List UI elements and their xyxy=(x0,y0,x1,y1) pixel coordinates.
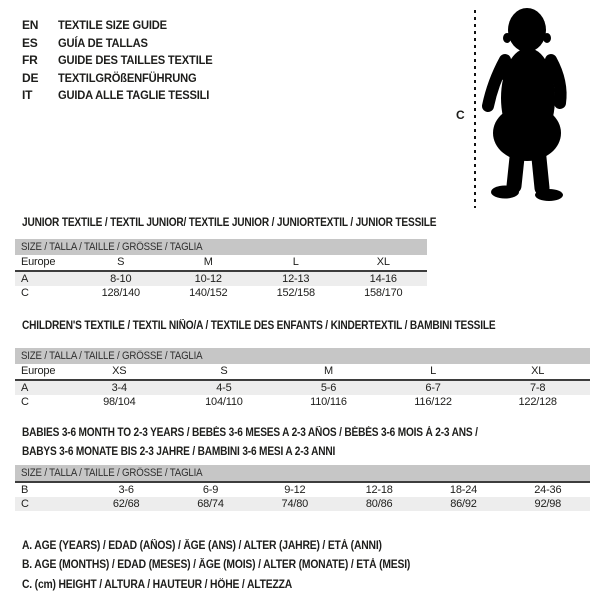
table-row-height xyxy=(15,395,590,409)
value-cell: 6-7 xyxy=(425,382,441,394)
value-cell: 9-12 xyxy=(284,484,306,496)
junior-table-title: JUNIOR TEXTILE / TEXTIL JUNIOR/ TEXTILE JUNIOR / JUNIORTEXTIL / JUNIOR TESSILE xyxy=(22,217,437,229)
lang-title: TEXTILGRÖßENFÜHRUNG xyxy=(58,70,197,85)
size-cell: M xyxy=(203,256,213,268)
height-measure-dotted-line xyxy=(474,10,476,208)
value-cell: 98/104 xyxy=(103,396,136,408)
note-age-years: A. AGE (YEARS) / EDAD (AÑOS) / ÂGE (ANS) / ALTER (JAHRE) / ETÀ (ANNI) xyxy=(22,540,382,552)
size-cell: XS xyxy=(112,365,127,377)
value-cell: 80/86 xyxy=(365,498,393,510)
lang-code: EN xyxy=(22,18,39,32)
babies-table-title xyxy=(22,424,522,462)
size-header-bar xyxy=(15,239,427,255)
children-table-title: CHILDREN'S TEXTILE / TEXTIL NIÑO/A / TEXTILE DES ENFANTS / KINDERTEXTIL / BAMBINI TESSILE xyxy=(22,320,496,332)
lang-code: FR xyxy=(22,53,38,67)
value-cell: 3-4 xyxy=(111,382,127,394)
note-age-months: B. AGE (MONTHS) / EDAD (MESES) / ÂGE (MOIS) / ALTER (MONATE) / ETÀ (MESI) xyxy=(22,559,411,572)
table-row-height xyxy=(15,286,427,300)
value-cell: 62/68 xyxy=(112,498,140,510)
size-cell: M xyxy=(324,365,333,377)
table-row-age xyxy=(15,272,427,286)
value-cell: 18-24 xyxy=(449,484,478,496)
value-cell: 140/152 xyxy=(189,287,228,299)
note-height-cm: C. (cm) HEIGHT / ALTURA / HAUTEUR / HÖHE / ALTEZZA xyxy=(22,578,293,591)
size-header-bar xyxy=(15,465,590,483)
baby-silhouette-icon xyxy=(478,0,600,215)
value-cell: 10-12 xyxy=(194,273,222,285)
size-cell: L xyxy=(430,365,437,377)
lang-code: ES xyxy=(22,35,38,50)
value-cell: 86/92 xyxy=(450,498,477,510)
value-cell: 74/80 xyxy=(281,498,309,510)
lang-title: TEXTILE SIZE GUIDE xyxy=(58,18,167,32)
babies-table-title-line2: BABYS 3-6 MONATE BIS 2-3 JAHRE / BAMBINI 3-6 MESI A 2-3 ANNI xyxy=(22,446,336,458)
row-label: C xyxy=(21,396,29,408)
size-cell: XL xyxy=(376,256,390,268)
language-title-list xyxy=(22,17,224,105)
lang-row-en xyxy=(22,17,224,35)
row-label: C xyxy=(21,287,29,299)
size-cell: L xyxy=(292,256,299,268)
value-cell: 12-13 xyxy=(282,273,310,285)
row-label: C xyxy=(21,498,29,510)
row-label: A xyxy=(21,273,29,285)
value-cell: 14-16 xyxy=(369,273,397,285)
value-cell: 158/170 xyxy=(364,287,403,299)
value-cell: 5-6 xyxy=(320,382,337,394)
size-cell: S xyxy=(117,256,125,268)
lang-row-fr xyxy=(22,52,224,70)
lang-title: GUÍA DE TALLAS xyxy=(58,35,148,50)
lang-code: IT xyxy=(22,88,33,102)
value-cell: 68/74 xyxy=(197,498,224,510)
figure-height-label: C xyxy=(456,108,465,122)
value-cell: 8-10 xyxy=(110,273,132,285)
value-cell: 6-9 xyxy=(202,484,219,496)
lang-row-es xyxy=(22,35,224,53)
lang-row-it xyxy=(22,87,224,105)
value-cell: 116/122 xyxy=(414,396,452,408)
region-label: Europe xyxy=(21,256,56,268)
size-header-label: SIZE / TALLA / TAILLE / GRÖSSE / TAGLIA xyxy=(21,241,203,253)
lang-title: GUIDE DES TAILLES TEXTILE xyxy=(58,53,213,67)
table-row-sizes xyxy=(15,364,590,381)
row-label: B xyxy=(21,484,29,496)
babies-table-title-line1: BABIES 3-6 MONTH TO 2-3 YEARS / BEBÉS 3-6 MESES A 2-3 AÑOS / BÉBÉS 3-6 MOIS À 2-3 ANS / xyxy=(22,427,478,439)
row-label: A xyxy=(21,382,29,394)
value-cell: 110/116 xyxy=(310,396,347,408)
value-cell: 24-36 xyxy=(534,484,562,496)
value-cell: 12-18 xyxy=(365,484,393,496)
table-row-height xyxy=(15,497,590,511)
value-cell: 128/140 xyxy=(101,287,140,299)
size-header-bar xyxy=(15,348,590,364)
table-row-sizes xyxy=(15,255,427,272)
size-header-label: SIZE / TALLA / TAILLE / GRÖSSE / TAGLIA xyxy=(21,350,203,362)
size-header-label: SIZE / TALLA / TAILLE / GRÖSSE / TAGLIA xyxy=(21,467,203,479)
junior-size-table xyxy=(15,217,437,300)
value-cell: 4-5 xyxy=(216,382,232,394)
lang-row-de xyxy=(22,70,224,88)
legend-notes xyxy=(22,537,453,595)
table-row-months xyxy=(15,483,590,497)
value-cell: 104/110 xyxy=(205,396,243,408)
size-cell: XL xyxy=(531,365,545,377)
value-cell: 122/128 xyxy=(518,396,557,408)
children-size-table xyxy=(15,320,590,409)
lang-code: DE xyxy=(22,70,39,85)
value-cell: 152/158 xyxy=(276,287,315,299)
lang-title: GUIDA ALLE TAGLIE TESSILI xyxy=(58,88,210,102)
table-row-age xyxy=(15,381,590,395)
value-cell: 7-8 xyxy=(530,382,546,394)
value-cell: 92/98 xyxy=(534,498,562,510)
size-cell: S xyxy=(220,365,228,377)
region-label: Europe xyxy=(21,365,56,377)
babies-size-table xyxy=(15,424,590,511)
value-cell: 3-6 xyxy=(118,484,134,496)
